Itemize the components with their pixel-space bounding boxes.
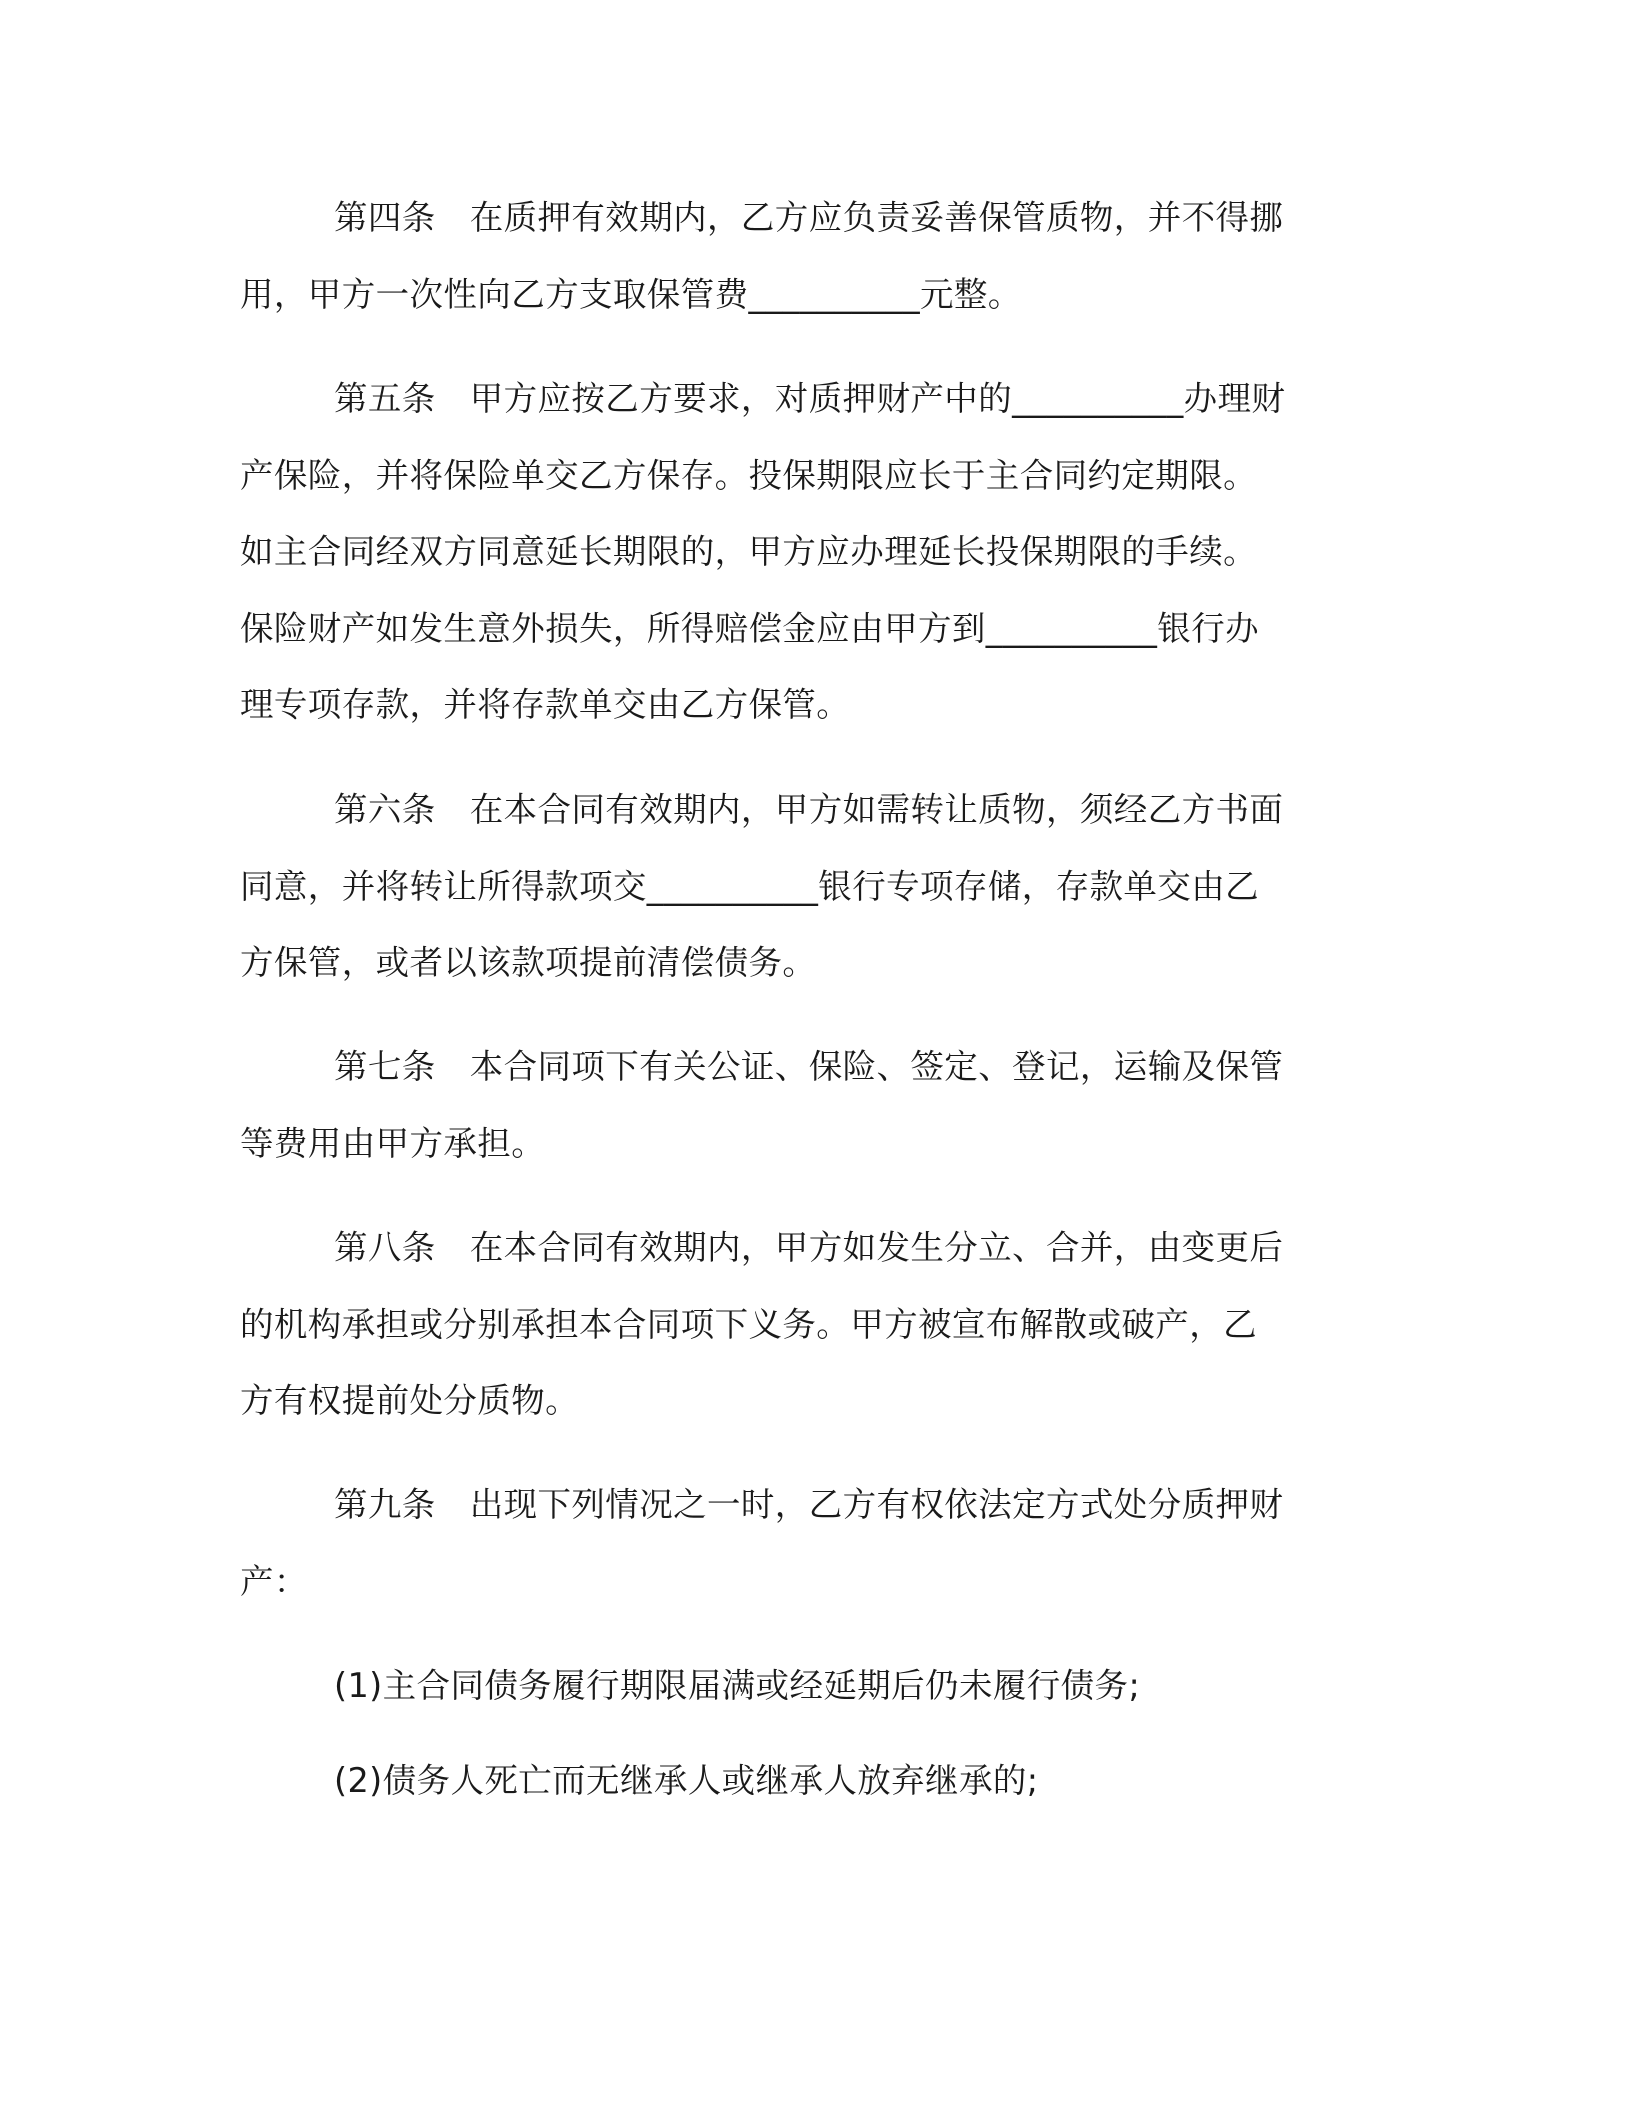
article-first-line <box>240 1210 1380 1287</box>
article-heading: 第八条 <box>334 1228 436 1267</box>
article-heading: 第四条 <box>334 198 436 237</box>
article-text: 在本合同有效期内，甲方如发生分立、合并，由变更后 <box>469 1228 1284 1267</box>
article-line: 方保管，或者以该款项提前清偿债务。 <box>240 943 817 982</box>
article-text: 出现下列情况之一时，乙方有权依法定方式处分质押财 <box>469 1485 1284 1524</box>
article-line: 的机构承担或分别承担本合同项下义务。甲方被宣布解散或破产，乙 <box>240 1304 1257 1344</box>
article-5 <box>240 361 1380 744</box>
article-text: 在质押有效期内，乙方应负责妥善保管质物，并不得挪 <box>469 198 1284 237</box>
article-line: 产： <box>240 1561 308 1601</box>
list-item-text: (1)主合同债务履行期限届满或经延期后仍未履行债务; <box>334 1666 1141 1705</box>
article-line: 理专项存款，并将存款单交由乙方保管。 <box>240 685 851 724</box>
article-line: 产保险，并将保险单交乙方保存。投保期限应长于主合同约定期限。 <box>240 455 1257 495</box>
article-heading: 第六条 <box>334 790 436 829</box>
list-item-text: (2)债务人死亡而无继承人或继承人放弃继承的; <box>334 1761 1039 1800</box>
article-text: 本合同项下有关公证、保险、签定、登记，运输及保管 <box>469 1047 1284 1086</box>
article-9 <box>240 1467 1380 1620</box>
article-line: 方有权提前处分质物。 <box>240 1381 579 1420</box>
article-line: 保险财产如发生意外损失，所得赔偿金应由甲方到__________银行办 <box>240 608 1259 648</box>
article-line: 同意，并将转让所得款项交__________银行专项存储，存款单交由乙 <box>240 866 1259 906</box>
article-line: 用，甲方一次性向乙方支取保管费__________元整。 <box>240 274 1022 314</box>
article-heading: 第七条 <box>334 1047 436 1086</box>
article-heading: 第九条 <box>334 1485 436 1524</box>
list-item <box>240 1648 1380 1725</box>
article-line: 如主合同经双方同意延长期限的，甲方应办理延长投保期限的手续。 <box>240 532 1257 571</box>
article-6 <box>240 772 1380 1002</box>
article-line: 等费用由甲方承担。 <box>240 1123 546 1163</box>
article-first-line <box>240 180 1380 257</box>
article-first-line <box>240 772 1380 849</box>
article-4 <box>240 180 1380 333</box>
article-text: 在本合同有效期内，甲方如需转让质物，须经乙方书面 <box>469 790 1284 829</box>
list-item <box>240 1743 1380 1820</box>
article-text: 甲方应按乙方要求，对质押财产中的__________办理财 <box>469 379 1286 418</box>
article-heading: 第五条 <box>334 379 436 418</box>
article-8 <box>240 1210 1380 1440</box>
article-first-line <box>240 1029 1380 1106</box>
article-first-line <box>240 361 1380 438</box>
article-7 <box>240 1029 1380 1182</box>
article-first-line <box>240 1467 1380 1544</box>
